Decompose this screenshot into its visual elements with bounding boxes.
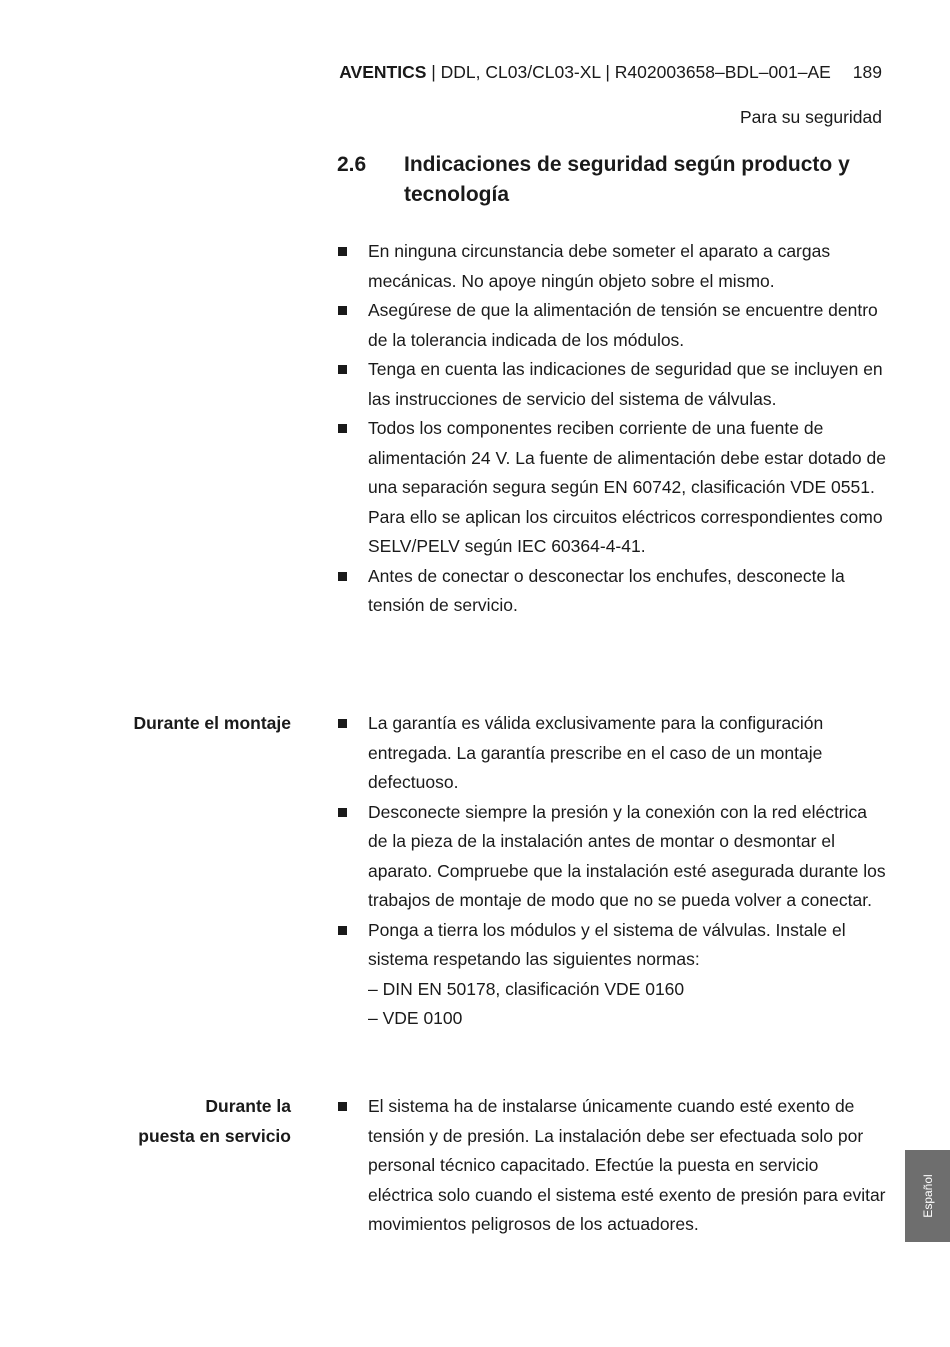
list-item: Tenga en cuenta las indicaciones de seguridad que se incluyen en las instrucciones de servicio del sistema de válvulas.	[337, 355, 887, 414]
norm-line: – VDE 0100	[368, 1008, 463, 1028]
bullet-square-icon	[338, 247, 347, 256]
running-header	[339, 62, 882, 83]
list-item: La garantía es válida exclusivamente para la configuración entregada. La garantía prescribe en el caso de un montaje defectuoso.	[337, 709, 887, 798]
list-item: Desconecte siempre la presión y la conexión con la red eléctrica de la pieza de la instalación antes de montar o desmontar el aparato. Compruebe que la instalación esté asegurada durante los trabajos de montaje de modo que no se pueda volver a conectar.	[337, 798, 887, 916]
list-item: Asegúrese de que la alimentación de tensión se encuentre dentro de la tolerancia indicada de los módulos.	[337, 296, 887, 355]
list-item: En ninguna circunstancia debe someter el aparato a cargas mecánicas. No apoye ningún objeto sobre el mismo.	[337, 237, 887, 296]
bullet-square-icon	[338, 365, 347, 374]
bullet-square-icon	[338, 306, 347, 315]
language-tab	[905, 1150, 950, 1242]
section-heading	[337, 150, 897, 210]
brand-name: AVENTICS	[339, 62, 427, 82]
norm-line: – DIN EN 50178, clasificación VDE 0160	[368, 978, 685, 999]
bullet-square-icon	[338, 424, 347, 433]
heading-number: 2.6	[337, 153, 367, 176]
commissioning-label: Durante la puesta en servicio	[138, 1096, 291, 1146]
page-number: 189	[852, 62, 882, 82]
heading-title: Indicaciones de seguridad según producto y tecnología	[404, 153, 850, 206]
list-item: Todos los componentes reciben corriente de una fuente de alimentación 24 V. La fuente de alimentación debe estar dotado de una separación segura según EN 60742, clasificación VDE 0551. Para ello se aplican los circuitos eléctricos correspondientes como SELV/PELV según IEC 60364-4-41.	[337, 414, 887, 562]
bullet-square-icon	[338, 808, 347, 817]
general-safety-list	[337, 237, 887, 621]
bullet-square-icon	[338, 1102, 347, 1111]
bullet-square-icon	[338, 719, 347, 728]
list-item: Antes de conectar o desconectar los enchufes, desconecte la tensión de servicio.	[337, 562, 887, 621]
document-info: | DDL, CL03/CL03-XL | R402003658–BDL–001–AE	[426, 62, 831, 82]
mounting-label: Durante el montaje	[133, 713, 291, 733]
bullet-square-icon	[338, 926, 347, 935]
mounting-list	[337, 709, 887, 1034]
bullet-square-icon	[338, 572, 347, 581]
language-tab-label: Español	[920, 1174, 935, 1218]
list-item: Ponga a tierra los módulos y el sistema de válvulas. Instale el sistema respetando las siguientes normas: – DIN EN 50178, clasificación VDE 0160 – VDE 0100	[337, 916, 887, 1034]
list-item: El sistema ha de instalarse únicamente cuando esté exento de tensión y de presión. La instalación debe ser efectuada solo por personal técnico capacitado. Efectúe la puesta en servicio eléctrica solo cuando el sistema esté exento de presión para evitar movimientos peligrosos de los actuadores.	[337, 1092, 887, 1240]
commissioning-list	[337, 1092, 887, 1240]
section-title: Para su seguridad	[739, 107, 882, 127]
